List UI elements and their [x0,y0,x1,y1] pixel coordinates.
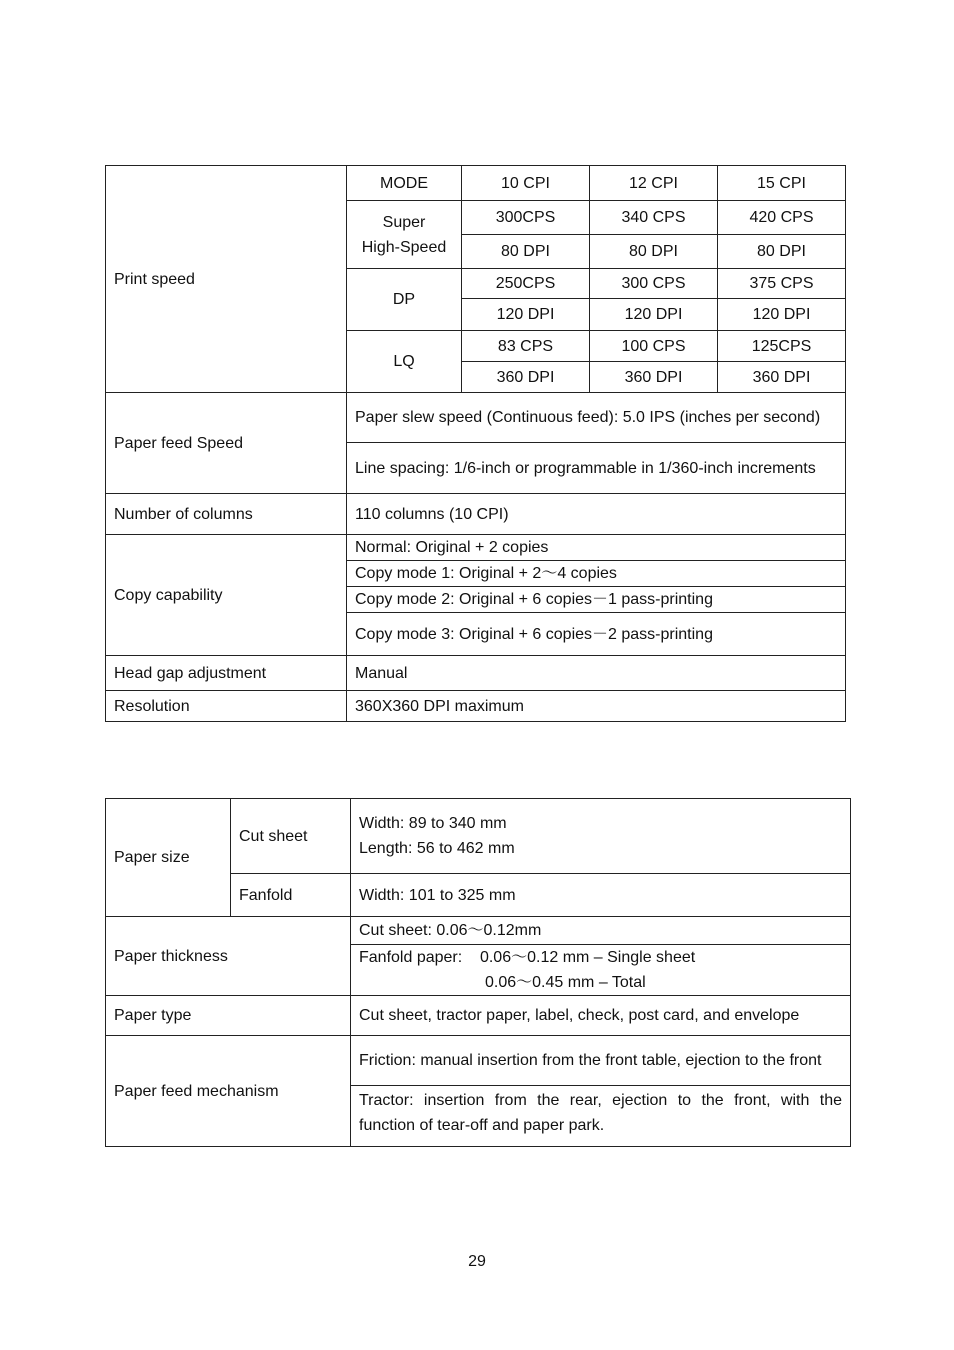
copy-mode-3: Copy mode 3: Original + 6 copies－2 pass-printing [347,613,846,656]
paper-slew-speed: Paper slew speed (Continuous feed): 5.0 IPS (inches per second) [347,393,846,443]
dpi-cell: 120 DPI [718,299,846,331]
paper-type-label: Paper type [106,996,351,1036]
dpi-cell: 360 DPI [718,362,846,393]
resolution-label: Resolution [106,691,347,722]
head-gap-value: Manual [347,656,846,691]
cut-sheet-length: Length: 56 to 462 mm [359,840,515,857]
dp-mode: DP [347,269,462,331]
mode-line: High-Speed [361,238,447,256]
cut-sheet-label: Cut sheet [231,799,351,874]
copy-capability-label: Copy capability [106,535,347,656]
speed-cell: 300CPS [462,201,590,235]
table-row [106,917,851,945]
table-row [106,393,846,443]
cut-sheet-width: Width: 89 to 340 mm [359,815,507,832]
page-number: 29 [468,1253,486,1270]
copy-mode-1: Copy mode 1: Original + 2～4 copies [347,561,846,587]
super-high-speed-mode [347,201,462,269]
paper-thickness-label: Paper thickness [106,917,351,996]
dpi-cell: 80 DPI [590,235,718,269]
table-row [106,1036,851,1086]
speed-cell: 300 CPS [590,269,718,299]
fanfold-thickness-line: 0.06～0.45 mm – Total [485,974,646,991]
fanfold-width: Width: 101 to 325 mm [351,874,851,917]
tractor-feed: Tractor: insertion from the rear, ejection to the front, with the function of tear-off and paper park. [351,1086,851,1147]
head-gap-label: Head gap adjustment [106,656,347,691]
cpi12-header: 12 CPI [590,166,718,201]
table-row [106,656,846,691]
printer-specs-table [105,165,846,722]
cpi15-header: 15 CPI [718,166,846,201]
cpi10-header: 10 CPI [462,166,590,201]
speed-cell: 420 CPS [718,201,846,235]
speed-cell: 340 CPS [590,201,718,235]
fanfold-thickness [351,945,851,996]
table-row [106,494,846,535]
speed-cell: 100 CPS [590,331,718,362]
paper-feed-mechanism-label: Paper feed mechanism [106,1036,351,1147]
paper-specs-table [105,798,851,1147]
cut-sheet-thickness: Cut sheet: 0.06～0.12mm [351,917,851,945]
mode-line: Super [382,213,426,231]
dpi-cell: 120 DPI [590,299,718,331]
dpi-cell: 120 DPI [462,299,590,331]
speed-cell: 375 CPS [718,269,846,299]
paper-feed-speed-label: Paper feed Speed [106,393,347,494]
fanfold-thickness-line: Fanfold paper: 0.06～0.12 mm – Single sheet [359,949,696,966]
dpi-cell: 360 DPI [590,362,718,393]
table-row [106,691,846,722]
lq-mode: LQ [347,331,462,393]
table-row [106,535,846,561]
speed-cell: 125CPS [718,331,846,362]
speed-cell: 250CPS [462,269,590,299]
fanfold-label: Fanfold [231,874,351,917]
cut-sheet-size [351,799,851,874]
columns-label: Number of columns [106,494,347,535]
resolution-value: 360X360 DPI maximum [347,691,846,722]
dpi-cell: 80 DPI [718,235,846,269]
copy-normal: Normal: Original + 2 copies [347,535,846,561]
dpi-cell: 360 DPI [462,362,590,393]
table-row [106,166,846,201]
paper-type-value: Cut sheet, tractor paper, label, check, post card, and envelope [351,996,851,1036]
paper-size-label: Paper size [106,799,231,917]
table-row [106,996,851,1036]
mode-header: MODE [347,166,462,201]
dpi-cell: 80 DPI [462,235,590,269]
copy-mode-2: Copy mode 2: Original + 6 copies－1 pass-printing [347,587,846,613]
speed-cell: 83 CPS [462,331,590,362]
columns-value: 110 columns (10 CPI) [347,494,846,535]
friction-feed: Friction: manual insertion from the front table, ejection to the front [351,1036,851,1086]
table-row [106,799,851,874]
line-spacing: Line spacing: 1/6-inch or programmable in 1/360-inch increments [347,443,846,494]
print-speed-label: Print speed [106,166,347,393]
